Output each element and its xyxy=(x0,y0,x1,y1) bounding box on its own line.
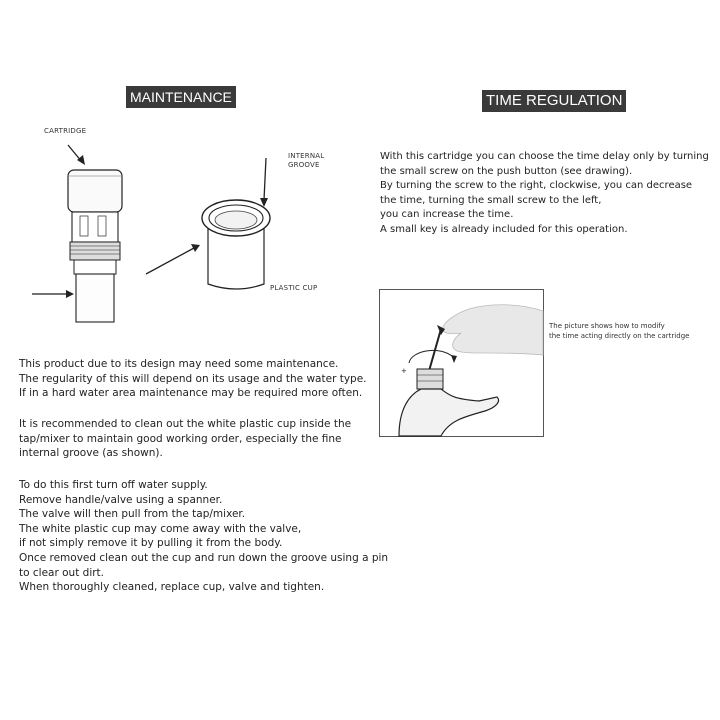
time-adjustment-illustration xyxy=(379,289,544,437)
text-line: If in a hard water area maintenance may be required more often. xyxy=(19,387,363,400)
svg-text:+: + xyxy=(401,367,407,375)
text-line: Once removed clean out the cup and run down the groove using a pin xyxy=(19,551,389,564)
text-line: the small screw on the push button (see drawing). xyxy=(380,165,633,177)
text-line: It is recommended to clean out the white plastic cup inside the xyxy=(19,418,352,430)
text-line: the time, turning the small screw to the left, xyxy=(380,194,602,206)
maintenance-steps xyxy=(19,478,388,595)
plastic-cup-label: PLASTIC CUP xyxy=(270,284,318,292)
text-line: To do this first turn off water supply. xyxy=(19,479,208,491)
text-line: to clear out dirt. xyxy=(19,566,105,579)
time-regulation-heading: TIME REGULATION xyxy=(482,90,626,112)
text-line: By turning the screw to the right, clockwise, you can decrease xyxy=(380,180,693,192)
internal-groove-label xyxy=(288,152,324,170)
text-line: A small key is already included for this operation. xyxy=(380,223,628,235)
plastic-cup-diagram xyxy=(140,160,280,300)
text-line: you can increase the time. xyxy=(380,209,514,221)
maintenance-heading: MAINTENANCE xyxy=(126,86,236,108)
internal-groove-label-line-2: GROOVE xyxy=(288,161,320,169)
text-line: The valve will then pull from the tap/mixer. xyxy=(19,508,246,521)
text-line: With this cartridge you can choose the time delay only by turning xyxy=(380,151,709,162)
illustration-caption xyxy=(549,321,689,341)
maintenance-recommendation xyxy=(19,417,351,461)
text-line: if not simply remove it by pulling it from the body. xyxy=(19,537,283,550)
cartridge-label: CARTRIDGE xyxy=(44,127,87,135)
text-line: This product due to its design may need some maintenance. xyxy=(19,358,339,370)
text-line: The white plastic cup may come away with the valve, xyxy=(19,522,302,535)
caption-line: the time acting directly on the cartridge xyxy=(549,332,690,340)
internal-groove-label-line-1: INTERNAL xyxy=(288,152,325,160)
text-line: internal groove (as shown). xyxy=(19,447,163,460)
cartridge-diagram xyxy=(30,140,150,330)
text-line: The regularity of this will depend on its usage and the water type. xyxy=(19,372,367,385)
text-line: Remove handle/valve using a spanner. xyxy=(19,493,223,506)
text-line: When thoroughly cleaned, replace cup, valve and tighten. xyxy=(19,581,325,594)
time-regulation-text xyxy=(380,150,709,238)
text-line: tap/mixer to maintain good working order, especially the fine xyxy=(19,432,342,445)
caption-line: The picture shows how to modify xyxy=(549,322,665,330)
maintenance-intro xyxy=(19,357,367,401)
